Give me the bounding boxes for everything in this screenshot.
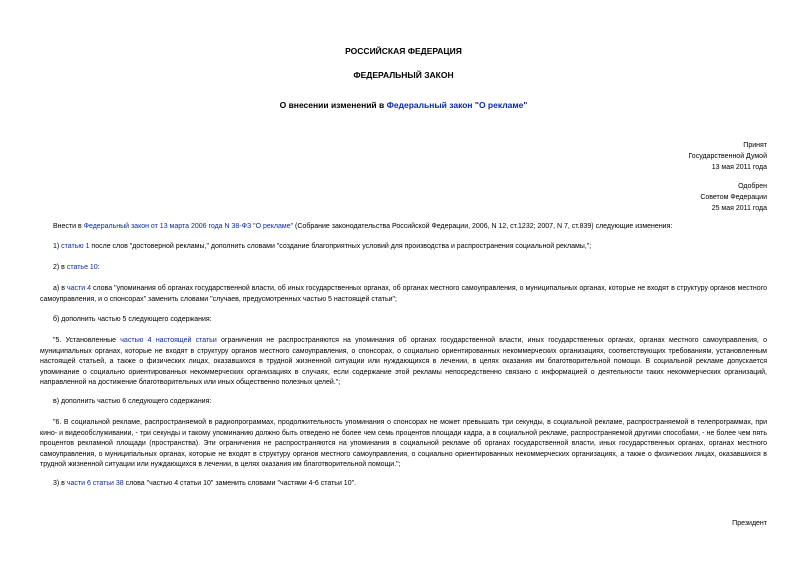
text: 2) в [53, 264, 67, 271]
adopted-block [688, 140, 767, 173]
paragraph-part-5 [40, 336, 767, 389]
part-4-article-link[interactable]: частью 4 настоящей статьи [120, 337, 217, 344]
paragraph-item-2 [40, 263, 767, 274]
text: 3) в [53, 480, 67, 487]
paragraph-item-3 [40, 479, 767, 490]
paragraph-item-2a [40, 284, 767, 305]
text: "5. Установленные [53, 337, 121, 344]
text: Внести в [53, 223, 84, 230]
law-link[interactable]: Федеральный закон от 13 марта 2006 года N 38-ФЗ "О рекламе" [83, 223, 294, 230]
paragraph-item-2c: в) дополнить частью 6 следующего содержания: [53, 398, 212, 405]
text: : [97, 264, 100, 271]
text: после слов "достоверной рекламы," дополнить словами "создание благоприятных условий для производства и распространения социальной рекламы,"; [89, 243, 592, 250]
country-heading: РОССИЙСКАЯ ФЕДЕРАЦИЯ [345, 46, 462, 56]
text: (Собрание законодательства Российской Федерации, 2006, N 12, ст.1232; 2007, N 7, ст.839) следующие изменения: [293, 223, 673, 230]
paragraph-part-6: "6. В социальной рекламе, распространяемой в радиопрограммах, продолжительность упоминания о спонсорах не может превышать три секунды, в социальной рекламе, распространяемой в телепрограммах, при кино- и видеообслуживании, - три секунды и такому упоминанию должно быть отведено не более чем семь процентов площади кадра, а в социальной рекламе, распространяемой другими способами, - не более чем пять процентов рекламной площади (пространства). Эти ограничения не распространяются на упоминания в социальной рекламе об органах государственной власти, иных государственных органах, органах местного самоуправления, о муниципальных органах, которые не входят в структуру органов местного самоуправления, о социально ориентированных некоммерческих организациях, а также о физических лицах, оказавшихся в трудной жизненной ситуации или нуждающихся в лечении, в целях оказания им благотворительной помощи."; [40, 419, 767, 469]
article-1-link[interactable]: статью 1 [61, 243, 90, 250]
part-6-article-38-link[interactable]: части 6 статьи 38 [66, 480, 124, 487]
adopted-line-3: 13 мая 2011 года [711, 164, 767, 171]
text: слова "упоминания об органах государственной власти, об иных государственных органах, об органах местного самоуправления, о муниципальных органах, которые не входят в структуру органов местного самоуправления, и о спонсорах" заменить словами "случаев, предусмотренных частью 5 настоящей статьи"; [40, 285, 767, 303]
text: а) в [53, 285, 67, 292]
adopted-line-2: Государственной Думой [688, 153, 767, 160]
paragraph-item-2b: б) дополнить частью 5 следующего содержания: [53, 316, 212, 323]
approved-block [700, 181, 767, 214]
approved-line-1: Одобрен [738, 183, 767, 190]
text: слова "частью 4 статьи 10" заменить словами "частями 4-6 статьи 10". [123, 480, 357, 487]
text: ограничения не распространяются на упоминания об органах государственной власти, иных государственных органах, органах местного самоуправления, о муниципальных органах, которые не входят в структуру органов местного самоуправления, о спонсорах, о социально ориентированных некоммерческих организациях, соответствующих требованиям, установленным настоящей статьей, а также о физических лицах, оказавшихся в трудной жизненной ситуации или нуждающихся в лечении, в целях оказания им благотворительной помощи. В социальной рекламе допускается упоминание о социально ориентированных некоммерческих организациях в случаях, если содержание этой рекламы непосредственно связано с информацией о деятельности таких некоммерческих организаций, направленной на достижение благотворительных или иных общественно полезных целей."; [40, 337, 768, 387]
law-title [0, 100, 807, 110]
approved-line-2: Советом Федерации [700, 194, 767, 201]
article-10-link[interactable]: статье 10 [66, 264, 98, 271]
text: 1) [53, 243, 62, 250]
paragraph-item-1 [40, 242, 767, 253]
signature-title: Президент [732, 520, 767, 527]
part-4-link[interactable]: части 4 [66, 285, 91, 292]
doc-type-heading: ФЕДЕРАЛЬНЫЙ ЗАКОН [353, 70, 454, 80]
approved-line-3: 25 мая 2011 года [711, 205, 767, 212]
adopted-line-1: Принят [743, 142, 767, 149]
law-title-prefix: О внесении изменений в [279, 100, 387, 110]
paragraph-intro [40, 222, 767, 233]
law-title-link[interactable]: Федеральный закон "О рекламе" [386, 100, 528, 110]
